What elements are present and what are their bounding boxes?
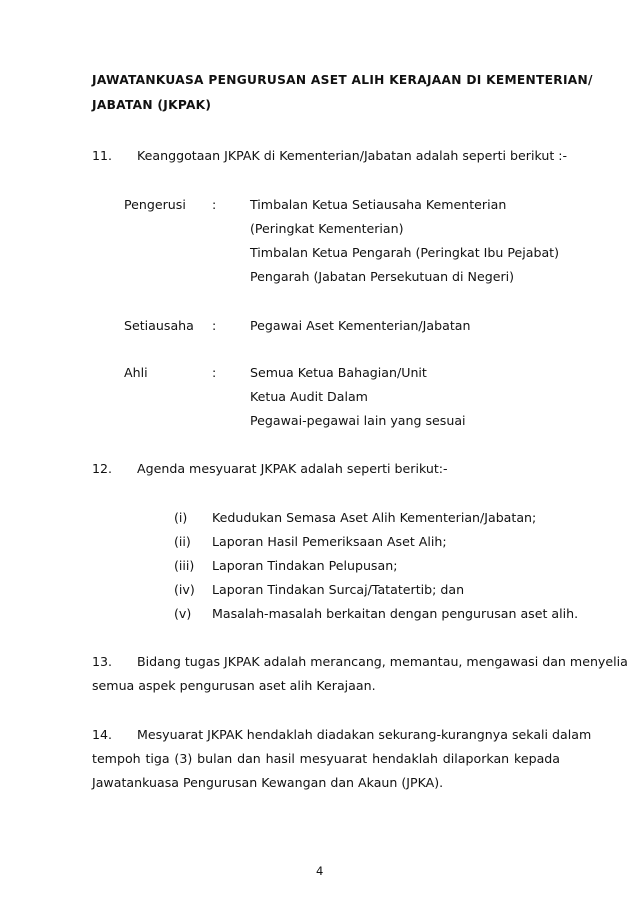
agenda-item-label: (ii) <box>174 534 191 549</box>
paragraph-number-11: 11. <box>92 148 113 163</box>
member-line: Pegawai-pegawai lain yang sesuai <box>250 413 466 428</box>
member-role-chair: Pengerusi <box>124 197 186 212</box>
member-role-secretary: Setiausaha <box>124 318 194 333</box>
paragraph-number-14: 14. <box>92 727 113 742</box>
section-title-line2: JABATAN (JKPAK) <box>92 98 212 112</box>
paragraph-12-text: Agenda mesyuarat JKPAK adalah seperti berikut:- <box>137 461 448 476</box>
member-line: Pegawai Aset Kementerian/Jabatan <box>250 318 471 333</box>
page-number: 4 <box>316 864 324 878</box>
member-role-members: Ahli <box>124 365 148 380</box>
agenda-item-label: (i) <box>174 510 188 525</box>
agenda-item-text: Laporan Hasil Pemeriksaan Aset Alih; <box>212 534 447 549</box>
member-line: Pengarah (Jabatan Persekutuan di Negeri) <box>250 269 515 284</box>
paragraph-14-line1: Mesyuarat JKPAK hendaklah diadakan sekurang-kurangnya sekali dalam <box>137 727 592 742</box>
agenda-item-text: Kedudukan Semasa Aset Alih Kementerian/Jabatan; <box>212 510 537 525</box>
member-line: Timbalan Ketua Setiausaha Kementerian <box>250 197 507 212</box>
member-line: Semua Ketua Bahagian/Unit <box>250 365 427 380</box>
member-colon: : <box>212 318 217 333</box>
agenda-item-text: Laporan Tindakan Pelupusan; <box>212 558 398 573</box>
paragraph-14-line3: Jawatankuasa Pengurusan Kewangan dan Akaun (JPKA). <box>92 775 444 790</box>
agenda-item-label: (v) <box>174 606 192 621</box>
member-line: Ketua Audit Dalam <box>250 389 368 404</box>
paragraph-number-13: 13. <box>92 654 113 669</box>
agenda-item-label: (iii) <box>174 558 195 573</box>
paragraph-11-text: Keanggotaan JKPAK di Kementerian/Jabatan adalah seperti berikut :- <box>137 148 568 163</box>
section-title-line1: JAWATANKUASA PENGURUSAN ASET ALIH KERAJAAN DI KEMENTERIAN/ <box>92 73 593 87</box>
agenda-item-text: Masalah-masalah berkaitan dengan pengurusan aset alih. <box>212 606 579 621</box>
agenda-item-text: Laporan Tindakan Surcaj/Tatatertib; dan <box>212 582 465 597</box>
paragraph-14-line2: tempoh tiga (3) bulan dan hasil mesyuarat hendaklah dilaporkan kepada <box>92 751 560 766</box>
member-line: Timbalan Ketua Pengarah (Peringkat Ibu Pejabat) <box>250 245 560 260</box>
agenda-item-label: (iv) <box>174 582 195 597</box>
member-colon: : <box>212 197 217 212</box>
paragraph-13-line1: Bidang tugas JKPAK adalah merancang, memantau, mengawasi dan menyelia <box>137 654 628 669</box>
member-colon: : <box>212 365 217 380</box>
member-line: (Peringkat Kementerian) <box>250 221 404 236</box>
paragraph-13-line2: semua aspek pengurusan aset alih Kerajaan. <box>92 678 376 693</box>
paragraph-number-12: 12. <box>92 461 113 476</box>
